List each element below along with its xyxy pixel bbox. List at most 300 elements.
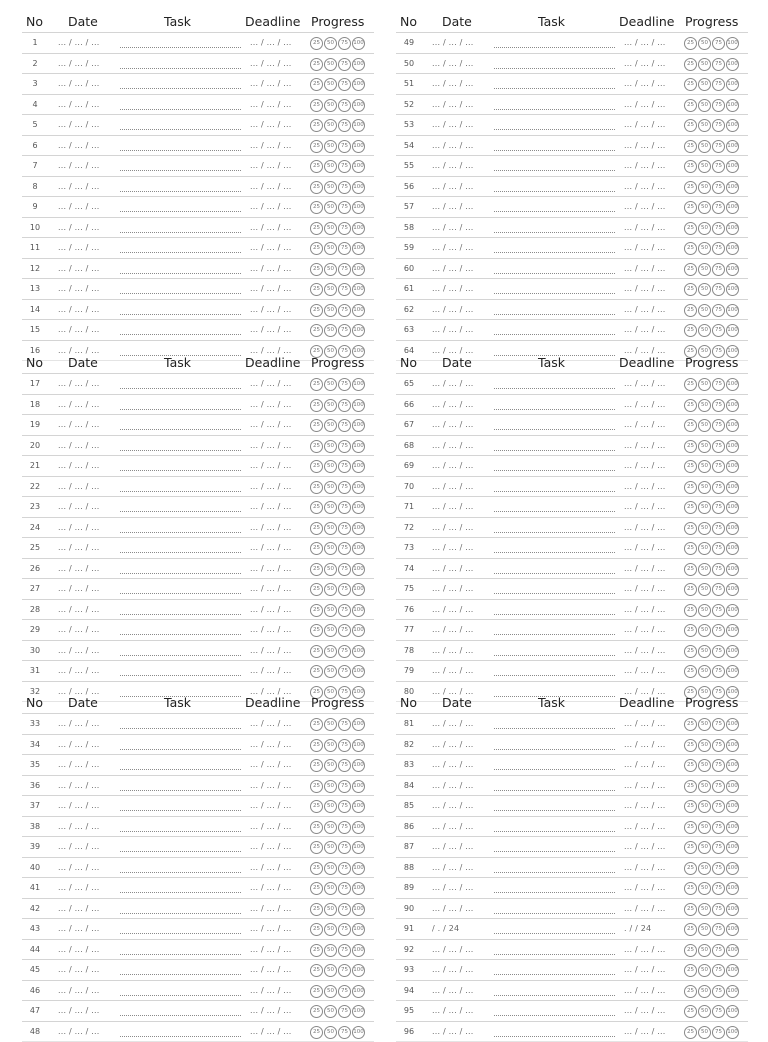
date-field[interactable]: ... / ... / ...	[432, 719, 490, 728]
progress-circle-100[interactable]: 100	[352, 882, 365, 895]
date-field[interactable]: ... / ... / ...	[58, 883, 116, 892]
progress-circle-25[interactable]: 25	[684, 944, 697, 957]
progress-circle-100[interactable]: 100	[352, 324, 365, 337]
progress-circle-50[interactable]: 50	[324, 964, 337, 977]
date-field[interactable]: ... / ... / ...	[58, 400, 116, 409]
progress-circle-50[interactable]: 50	[324, 686, 337, 699]
progress-circle-100[interactable]: 100	[352, 800, 365, 813]
progress-circle-25[interactable]: 25	[310, 460, 323, 473]
progress-circle-100[interactable]: 100	[726, 37, 739, 50]
progress-circle-75[interactable]: 75	[712, 378, 725, 391]
progress-circle-25[interactable]: 25	[684, 718, 697, 731]
progress-circle-75[interactable]: 75	[338, 522, 351, 535]
progress-circle-100[interactable]: 100	[352, 862, 365, 875]
progress-circle-100[interactable]: 100	[352, 542, 365, 555]
date-field[interactable]: ... / ... / ...	[58, 801, 116, 810]
progress-circle-25[interactable]: 25	[684, 160, 697, 173]
date-field[interactable]: ... / ... / ...	[58, 202, 116, 211]
deadline-field[interactable]: ... / ... / ...	[250, 564, 308, 573]
progress-circle-75[interactable]: 75	[338, 399, 351, 412]
deadline-field[interactable]: ... / ... / ...	[624, 441, 682, 450]
date-field[interactable]: ... / ... / ...	[58, 543, 116, 552]
progress-circle-75[interactable]: 75	[338, 160, 351, 173]
date-field[interactable]: ... / ... / ...	[432, 379, 490, 388]
progress-circle-100[interactable]: 100	[726, 378, 739, 391]
progress-circle-25[interactable]: 25	[310, 686, 323, 699]
progress-circle-75[interactable]: 75	[712, 882, 725, 895]
date-field[interactable]: ... / ... / ...	[58, 100, 116, 109]
deadline-field[interactable]: ... / ... / ...	[250, 605, 308, 614]
progress-circle-50[interactable]: 50	[698, 263, 711, 276]
progress-circle-100[interactable]: 100	[726, 583, 739, 596]
progress-circle-50[interactable]: 50	[324, 800, 337, 813]
progress-circle-100[interactable]: 100	[352, 583, 365, 596]
progress-circle-25[interactable]: 25	[310, 304, 323, 317]
progress-circle-75[interactable]: 75	[712, 665, 725, 678]
date-field[interactable]: ... / ... / ...	[58, 687, 116, 696]
progress-circle-100[interactable]: 100	[726, 542, 739, 555]
deadline-field[interactable]: ... / ... / ...	[250, 760, 308, 769]
progress-circle-25[interactable]: 25	[310, 399, 323, 412]
progress-circle-100[interactable]: 100	[726, 140, 739, 153]
progress-circle-25[interactable]: 25	[310, 522, 323, 535]
progress-circle-100[interactable]: 100	[726, 222, 739, 235]
deadline-field[interactable]: ... / ... / ...	[250, 284, 308, 293]
progress-circle-50[interactable]: 50	[324, 944, 337, 957]
progress-circle-75[interactable]: 75	[338, 665, 351, 678]
task-field[interactable]	[494, 552, 615, 553]
progress-circle-75[interactable]: 75	[712, 985, 725, 998]
deadline-field[interactable]: ... / ... / ...	[624, 79, 682, 88]
task-field[interactable]	[494, 470, 615, 471]
deadline-field[interactable]: ... / ... / ...	[624, 1027, 682, 1036]
date-field[interactable]: ... / ... / ...	[58, 719, 116, 728]
progress-circle-100[interactable]: 100	[352, 821, 365, 834]
progress-circle-100[interactable]: 100	[726, 263, 739, 276]
progress-circle-75[interactable]: 75	[338, 882, 351, 895]
progress-circle-25[interactable]: 25	[684, 542, 697, 555]
progress-circle-75[interactable]: 75	[338, 181, 351, 194]
progress-circle-100[interactable]: 100	[726, 345, 739, 358]
progress-circle-25[interactable]: 25	[684, 324, 697, 337]
progress-circle-75[interactable]: 75	[338, 283, 351, 296]
progress-circle-75[interactable]: 75	[712, 58, 725, 71]
progress-circle-100[interactable]: 100	[726, 324, 739, 337]
progress-circle-50[interactable]: 50	[698, 399, 711, 412]
progress-circle-50[interactable]: 50	[698, 345, 711, 358]
progress-circle-100[interactable]: 100	[352, 201, 365, 214]
progress-circle-25[interactable]: 25	[684, 263, 697, 276]
progress-circle-75[interactable]: 75	[338, 739, 351, 752]
date-field[interactable]: ... / ... / ...	[432, 420, 490, 429]
task-field[interactable]	[120, 470, 241, 471]
date-field[interactable]: ... / ... / ...	[58, 646, 116, 655]
progress-circle-75[interactable]: 75	[712, 419, 725, 432]
progress-circle-25[interactable]: 25	[310, 140, 323, 153]
deadline-field[interactable]: ... / ... / ...	[250, 346, 308, 355]
progress-circle-100[interactable]: 100	[352, 119, 365, 132]
progress-circle-100[interactable]: 100	[726, 304, 739, 317]
date-field[interactable]: ... / ... / ...	[58, 79, 116, 88]
task-field[interactable]	[494, 532, 615, 533]
progress-circle-50[interactable]: 50	[324, 862, 337, 875]
progress-circle-50[interactable]: 50	[324, 604, 337, 617]
progress-circle-75[interactable]: 75	[712, 645, 725, 658]
progress-circle-100[interactable]: 100	[352, 563, 365, 576]
progress-circle-25[interactable]: 25	[310, 862, 323, 875]
progress-circle-25[interactable]: 25	[310, 201, 323, 214]
progress-circle-75[interactable]: 75	[712, 903, 725, 916]
progress-circle-75[interactable]: 75	[712, 1026, 725, 1039]
progress-circle-25[interactable]: 25	[310, 160, 323, 173]
deadline-field[interactable]: ... / ... / ...	[624, 584, 682, 593]
deadline-field[interactable]: ... / ... / ...	[250, 822, 308, 831]
progress-circle-25[interactable]: 25	[684, 345, 697, 358]
deadline-field[interactable]: ... / ... / ...	[250, 502, 308, 511]
progress-circle-25[interactable]: 25	[310, 821, 323, 834]
deadline-field[interactable]: ... / ... / ...	[624, 646, 682, 655]
progress-circle-50[interactable]: 50	[698, 222, 711, 235]
progress-circle-50[interactable]: 50	[698, 604, 711, 617]
progress-circle-100[interactable]: 100	[726, 624, 739, 637]
progress-circle-50[interactable]: 50	[698, 160, 711, 173]
progress-circle-50[interactable]: 50	[698, 283, 711, 296]
progress-circle-100[interactable]: 100	[726, 985, 739, 998]
progress-circle-75[interactable]: 75	[338, 460, 351, 473]
progress-circle-25[interactable]: 25	[310, 985, 323, 998]
progress-circle-25[interactable]: 25	[684, 624, 697, 637]
deadline-field[interactable]: ... / ... / ...	[250, 904, 308, 913]
progress-circle-75[interactable]: 75	[712, 201, 725, 214]
deadline-field[interactable]: ... / ... / ...	[250, 625, 308, 634]
progress-circle-75[interactable]: 75	[712, 283, 725, 296]
deadline-field[interactable]: ... / ... / ...	[250, 420, 308, 429]
progress-circle-100[interactable]: 100	[352, 501, 365, 514]
progress-circle-75[interactable]: 75	[712, 944, 725, 957]
deadline-field[interactable]: ... / ... / ...	[250, 182, 308, 191]
progress-circle-100[interactable]: 100	[726, 821, 739, 834]
progress-circle-75[interactable]: 75	[338, 862, 351, 875]
progress-circle-75[interactable]: 75	[712, 780, 725, 793]
deadline-field[interactable]: ... / ... / ...	[624, 605, 682, 614]
date-field[interactable]: ... / ... / ...	[432, 1027, 490, 1036]
task-field[interactable]	[494, 913, 615, 914]
progress-circle-100[interactable]: 100	[726, 718, 739, 731]
progress-circle-100[interactable]: 100	[726, 119, 739, 132]
progress-circle-75[interactable]: 75	[712, 624, 725, 637]
task-field[interactable]	[494, 47, 615, 48]
deadline-field[interactable]: ... / ... / ...	[624, 945, 682, 954]
deadline-field[interactable]: ... / ... / ...	[624, 822, 682, 831]
progress-circle-50[interactable]: 50	[698, 800, 711, 813]
progress-circle-100[interactable]: 100	[352, 841, 365, 854]
progress-circle-100[interactable]: 100	[726, 645, 739, 658]
progress-circle-25[interactable]: 25	[310, 882, 323, 895]
progress-circle-25[interactable]: 25	[684, 501, 697, 514]
progress-circle-75[interactable]: 75	[712, 542, 725, 555]
date-field[interactable]: ... / ... / ...	[432, 625, 490, 634]
task-field[interactable]	[494, 109, 615, 110]
progress-circle-25[interactable]: 25	[310, 645, 323, 658]
progress-circle-75[interactable]: 75	[712, 119, 725, 132]
progress-circle-75[interactable]: 75	[712, 718, 725, 731]
progress-circle-75[interactable]: 75	[712, 242, 725, 255]
progress-circle-75[interactable]: 75	[338, 78, 351, 91]
progress-circle-50[interactable]: 50	[324, 181, 337, 194]
progress-circle-75[interactable]: 75	[712, 821, 725, 834]
deadline-field[interactable]: ... / ... / ...	[250, 965, 308, 974]
progress-circle-50[interactable]: 50	[698, 242, 711, 255]
deadline-field[interactable]: ... / ... / ...	[624, 243, 682, 252]
progress-circle-100[interactable]: 100	[352, 923, 365, 936]
progress-circle-75[interactable]: 75	[712, 964, 725, 977]
progress-circle-100[interactable]: 100	[352, 759, 365, 772]
progress-circle-50[interactable]: 50	[698, 440, 711, 453]
progress-circle-50[interactable]: 50	[324, 665, 337, 678]
deadline-field[interactable]: ... / ... / ...	[624, 543, 682, 552]
date-field[interactable]: ... / ... / ...	[58, 346, 116, 355]
deadline-field[interactable]: ... / ... / ...	[250, 202, 308, 211]
progress-circle-25[interactable]: 25	[310, 345, 323, 358]
date-field[interactable]: ... / ... / ...	[432, 883, 490, 892]
progress-circle-75[interactable]: 75	[338, 542, 351, 555]
date-field[interactable]: ... / ... / ...	[58, 965, 116, 974]
deadline-field[interactable]: ... / ... / ...	[250, 719, 308, 728]
progress-circle-50[interactable]: 50	[698, 378, 711, 391]
deadline-field[interactable]: ... / ... / ...	[624, 883, 682, 892]
progress-circle-25[interactable]: 25	[684, 522, 697, 535]
deadline-field[interactable]: ... / ... / ...	[250, 584, 308, 593]
task-field[interactable]	[494, 129, 615, 130]
progress-circle-25[interactable]: 25	[684, 800, 697, 813]
progress-circle-100[interactable]: 100	[352, 718, 365, 731]
progress-circle-100[interactable]: 100	[726, 460, 739, 473]
progress-circle-25[interactable]: 25	[310, 800, 323, 813]
progress-circle-50[interactable]: 50	[698, 739, 711, 752]
progress-circle-50[interactable]: 50	[324, 542, 337, 555]
progress-circle-75[interactable]: 75	[712, 604, 725, 617]
progress-circle-75[interactable]: 75	[338, 378, 351, 391]
progress-circle-100[interactable]: 100	[726, 399, 739, 412]
task-field[interactable]	[494, 232, 615, 233]
progress-circle-75[interactable]: 75	[712, 460, 725, 473]
task-field[interactable]	[120, 129, 241, 130]
deadline-field[interactable]: ... / ... / ...	[250, 305, 308, 314]
progress-circle-75[interactable]: 75	[712, 759, 725, 772]
deadline-field[interactable]: ... / ... / ...	[624, 863, 682, 872]
task-field[interactable]	[120, 314, 241, 315]
date-field[interactable]: ... / ... / ...	[58, 161, 116, 170]
progress-circle-50[interactable]: 50	[324, 119, 337, 132]
deadline-field[interactable]: . / / 24	[624, 924, 682, 933]
date-field[interactable]: ... / ... / ...	[432, 584, 490, 593]
progress-circle-25[interactable]: 25	[310, 542, 323, 555]
progress-circle-75[interactable]: 75	[712, 563, 725, 576]
progress-circle-100[interactable]: 100	[352, 665, 365, 678]
task-field[interactable]	[120, 409, 241, 410]
progress-circle-75[interactable]: 75	[338, 263, 351, 276]
progress-circle-50[interactable]: 50	[324, 780, 337, 793]
progress-circle-75[interactable]: 75	[338, 440, 351, 453]
deadline-field[interactable]: ... / ... / ...	[250, 801, 308, 810]
progress-circle-25[interactable]: 25	[684, 140, 697, 153]
progress-circle-100[interactable]: 100	[726, 944, 739, 957]
progress-circle-50[interactable]: 50	[324, 882, 337, 895]
progress-circle-100[interactable]: 100	[726, 58, 739, 71]
progress-circle-100[interactable]: 100	[352, 1005, 365, 1018]
progress-circle-25[interactable]: 25	[684, 201, 697, 214]
date-field[interactable]: ... / ... / ...	[58, 945, 116, 954]
date-field[interactable]: ... / ... / ...	[432, 59, 490, 68]
progress-circle-100[interactable]: 100	[726, 181, 739, 194]
task-field[interactable]	[494, 851, 615, 852]
deadline-field[interactable]: ... / ... / ...	[624, 400, 682, 409]
date-field[interactable]: ... / ... / ...	[432, 801, 490, 810]
task-field[interactable]	[494, 933, 615, 934]
task-field[interactable]	[120, 593, 241, 594]
task-field[interactable]	[494, 831, 615, 832]
task-field[interactable]	[494, 450, 615, 451]
progress-circle-75[interactable]: 75	[712, 923, 725, 936]
task-field[interactable]	[494, 593, 615, 594]
date-field[interactable]: ... / ... / ...	[432, 842, 490, 851]
deadline-field[interactable]: ... / ... / ...	[624, 325, 682, 334]
task-field[interactable]	[120, 191, 241, 192]
progress-circle-25[interactable]: 25	[310, 759, 323, 772]
date-field[interactable]: ... / ... / ...	[58, 379, 116, 388]
task-field[interactable]	[494, 892, 615, 893]
progress-circle-25[interactable]: 25	[684, 759, 697, 772]
date-field[interactable]: ... / ... / ...	[432, 305, 490, 314]
progress-circle-75[interactable]: 75	[712, 263, 725, 276]
progress-circle-75[interactable]: 75	[338, 645, 351, 658]
progress-circle-100[interactable]: 100	[726, 99, 739, 112]
deadline-field[interactable]: ... / ... / ...	[250, 100, 308, 109]
progress-circle-25[interactable]: 25	[684, 1026, 697, 1039]
task-field[interactable]	[494, 334, 615, 335]
progress-circle-25[interactable]: 25	[310, 1026, 323, 1039]
deadline-field[interactable]: ... / ... / ...	[624, 182, 682, 191]
date-field[interactable]: ... / ... / ...	[432, 760, 490, 769]
progress-circle-50[interactable]: 50	[698, 686, 711, 699]
progress-circle-50[interactable]: 50	[698, 1005, 711, 1018]
date-field[interactable]: ... / ... / ...	[58, 863, 116, 872]
progress-circle-75[interactable]: 75	[712, 686, 725, 699]
progress-circle-100[interactable]: 100	[352, 37, 365, 50]
progress-circle-75[interactable]: 75	[712, 160, 725, 173]
progress-circle-25[interactable]: 25	[684, 119, 697, 132]
progress-circle-75[interactable]: 75	[338, 624, 351, 637]
progress-circle-100[interactable]: 100	[726, 923, 739, 936]
progress-circle-50[interactable]: 50	[324, 201, 337, 214]
progress-circle-75[interactable]: 75	[712, 37, 725, 50]
task-field[interactable]	[120, 429, 241, 430]
task-field[interactable]	[494, 491, 615, 492]
deadline-field[interactable]: ... / ... / ...	[624, 59, 682, 68]
task-field[interactable]	[120, 150, 241, 151]
date-field[interactable]: ... / ... / ...	[432, 223, 490, 232]
progress-circle-100[interactable]: 100	[726, 283, 739, 296]
task-field[interactable]	[120, 211, 241, 212]
date-field[interactable]: ... / ... / ...	[58, 822, 116, 831]
deadline-field[interactable]: ... / ... / ...	[624, 141, 682, 150]
progress-circle-75[interactable]: 75	[712, 522, 725, 535]
progress-circle-25[interactable]: 25	[310, 419, 323, 432]
progress-circle-100[interactable]: 100	[352, 160, 365, 173]
progress-circle-50[interactable]: 50	[324, 140, 337, 153]
progress-circle-25[interactable]: 25	[684, 862, 697, 875]
deadline-field[interactable]: ... / ... / ...	[250, 38, 308, 47]
task-field[interactable]	[494, 150, 615, 151]
progress-circle-50[interactable]: 50	[698, 324, 711, 337]
progress-circle-25[interactable]: 25	[310, 563, 323, 576]
progress-circle-100[interactable]: 100	[352, 739, 365, 752]
progress-circle-25[interactable]: 25	[684, 242, 697, 255]
progress-circle-100[interactable]: 100	[726, 419, 739, 432]
progress-circle-25[interactable]: 25	[310, 242, 323, 255]
task-field[interactable]	[120, 933, 241, 934]
progress-circle-75[interactable]: 75	[712, 481, 725, 494]
deadline-field[interactable]: ... / ... / ...	[624, 502, 682, 511]
progress-circle-75[interactable]: 75	[338, 119, 351, 132]
progress-circle-75[interactable]: 75	[712, 99, 725, 112]
deadline-field[interactable]: ... / ... / ...	[624, 1006, 682, 1015]
task-field[interactable]	[120, 491, 241, 492]
progress-circle-75[interactable]: 75	[338, 481, 351, 494]
date-field[interactable]: ... / ... / ...	[432, 605, 490, 614]
progress-circle-50[interactable]: 50	[698, 665, 711, 678]
progress-circle-75[interactable]: 75	[338, 604, 351, 617]
progress-circle-75[interactable]: 75	[338, 324, 351, 337]
progress-circle-75[interactable]: 75	[338, 242, 351, 255]
progress-circle-25[interactable]: 25	[310, 78, 323, 91]
progress-circle-50[interactable]: 50	[324, 378, 337, 391]
progress-circle-100[interactable]: 100	[352, 242, 365, 255]
date-field[interactable]: ... / ... / ...	[432, 564, 490, 573]
progress-circle-100[interactable]: 100	[352, 604, 365, 617]
progress-circle-50[interactable]: 50	[324, 222, 337, 235]
date-field[interactable]: ... / ... / ...	[58, 120, 116, 129]
deadline-field[interactable]: ... / ... / ...	[250, 379, 308, 388]
progress-circle-100[interactable]: 100	[726, 522, 739, 535]
progress-circle-75[interactable]: 75	[338, 345, 351, 358]
progress-circle-50[interactable]: 50	[324, 460, 337, 473]
progress-circle-50[interactable]: 50	[698, 944, 711, 957]
progress-circle-75[interactable]: 75	[338, 140, 351, 153]
date-field[interactable]: ... / ... / ...	[432, 543, 490, 552]
progress-circle-25[interactable]: 25	[684, 481, 697, 494]
task-field[interactable]	[120, 552, 241, 553]
progress-circle-25[interactable]: 25	[684, 181, 697, 194]
progress-circle-100[interactable]: 100	[352, 99, 365, 112]
progress-circle-50[interactable]: 50	[698, 140, 711, 153]
date-field[interactable]: ... / ... / ...	[432, 945, 490, 954]
progress-circle-75[interactable]: 75	[338, 759, 351, 772]
progress-circle-25[interactable]: 25	[310, 37, 323, 50]
deadline-field[interactable]: ... / ... / ...	[624, 379, 682, 388]
progress-circle-50[interactable]: 50	[324, 759, 337, 772]
date-field[interactable]: ... / ... / ...	[432, 687, 490, 696]
progress-circle-25[interactable]: 25	[310, 440, 323, 453]
deadline-field[interactable]: ... / ... / ...	[250, 264, 308, 273]
progress-circle-100[interactable]: 100	[726, 780, 739, 793]
progress-circle-25[interactable]: 25	[310, 324, 323, 337]
progress-circle-75[interactable]: 75	[338, 1026, 351, 1039]
task-field[interactable]	[120, 511, 241, 512]
progress-circle-75[interactable]: 75	[338, 718, 351, 731]
task-field[interactable]	[120, 68, 241, 69]
progress-circle-100[interactable]: 100	[726, 862, 739, 875]
